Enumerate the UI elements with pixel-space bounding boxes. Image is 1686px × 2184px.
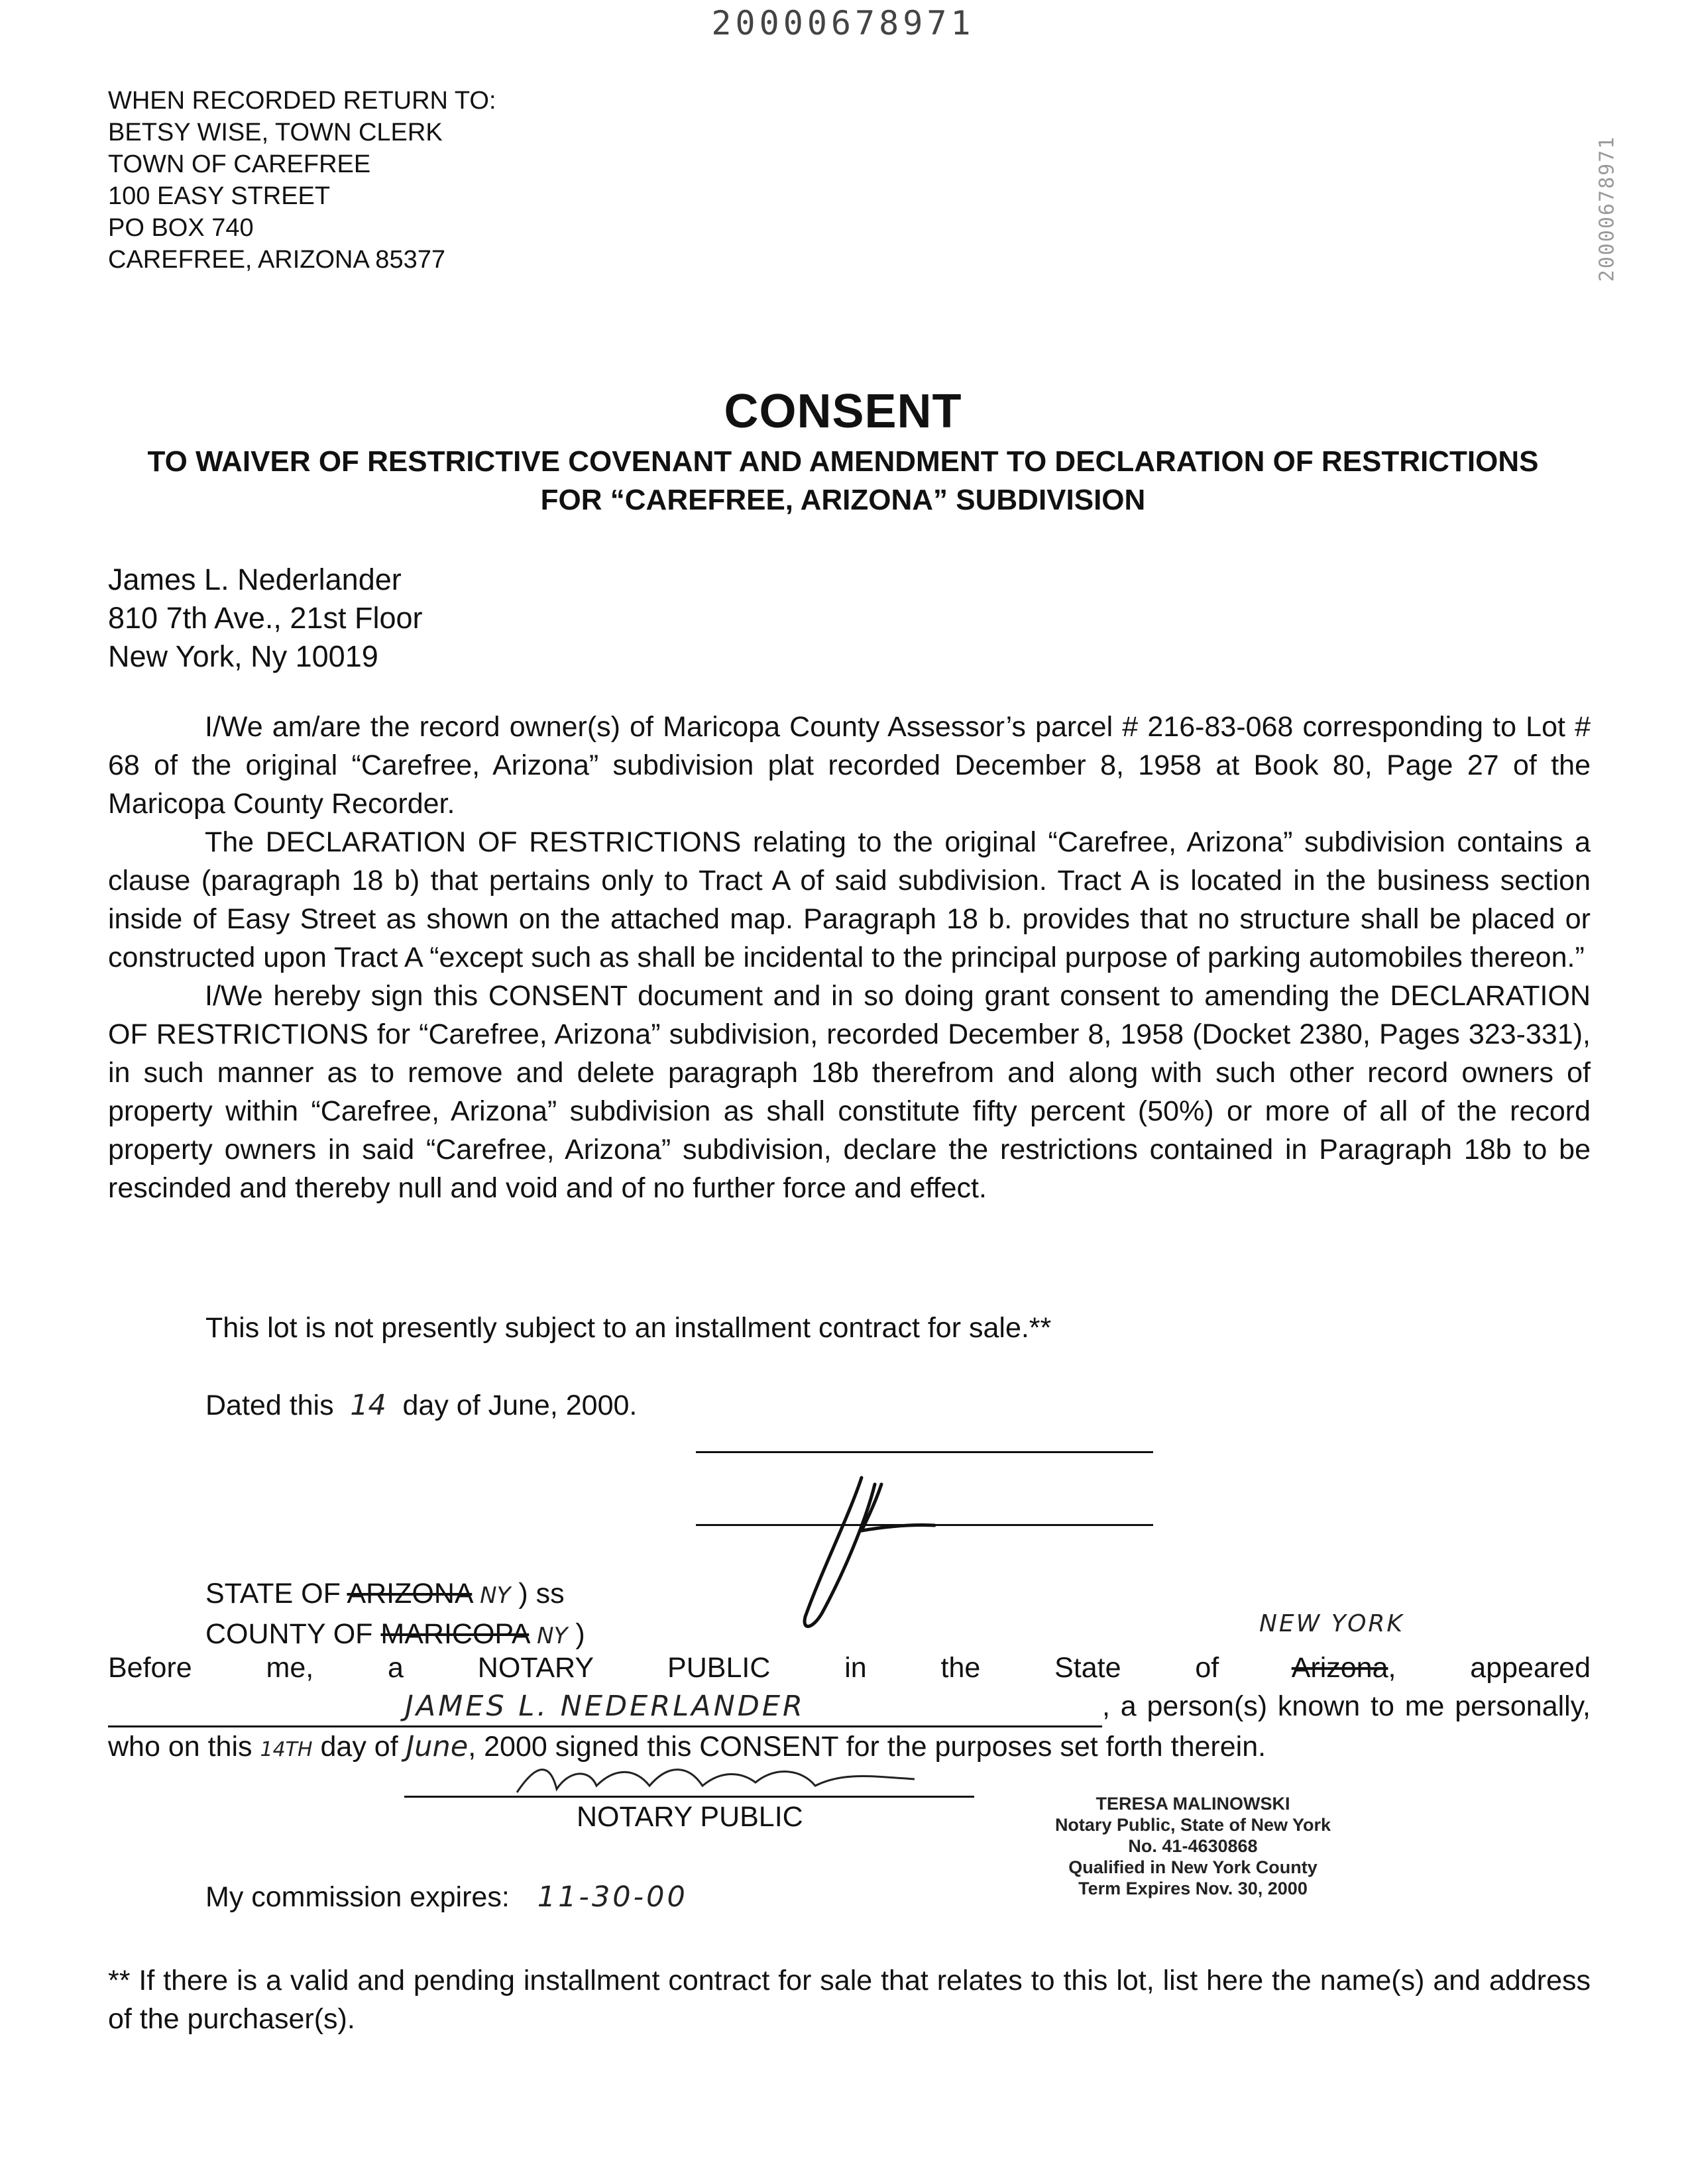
before-state-struck: Arizona xyxy=(1291,1652,1388,1684)
commission-value: 11-30-00 xyxy=(537,1881,688,1914)
dated-line xyxy=(205,1389,637,1422)
return-line: TOWN OF CAREFREE xyxy=(108,150,371,178)
venue-block xyxy=(205,1574,585,1655)
county-struck: MARICOPA xyxy=(380,1618,530,1650)
return-line: PO BOX 740 xyxy=(108,214,254,242)
stamp-line: No. 41-4630868 xyxy=(1128,1836,1258,1856)
notary-signature xyxy=(510,1756,921,1802)
appeared-name: JAMES L. NEDERLANDER xyxy=(108,1687,1102,1727)
return-line: CAREFREE, ARIZONA 85377 xyxy=(108,246,445,274)
side-stamp xyxy=(1588,106,1628,311)
county-label: COUNTY OF xyxy=(205,1618,373,1650)
document-title: CONSENT xyxy=(724,385,962,438)
paragraph-declaration: The DECLARATION OF RESTRICTIONS relating to the original “Carefree, Arizona” subdivision contains a clause (paragraph 18 b) that pertains only to Tract A of said subdivision. Tract A is located in the business section inside of Easy Street as shown on the attached map. Paragraph 18 b. provides that no structure shall be placed or constructed upon Tract A “except such as shall be incidental to the principal purpose of parking automobiles thereon.” xyxy=(108,826,1591,973)
notary-acknowledgment xyxy=(108,1649,1591,1769)
ss-label: ) ss xyxy=(518,1578,565,1610)
before-text-2: , appeared xyxy=(1388,1652,1591,1684)
owner-city: New York, Ny 10019 xyxy=(108,639,378,673)
side-stamp-text: 20000678971 xyxy=(1595,135,1619,282)
state-label: STATE OF xyxy=(205,1578,341,1610)
paragraph-record-owner: I/We am/are the record owner(s) of Maricopa County Assessor’s parcel # 216-83-068 corresponding to Lot # 68 of the original “Carefree, Arizona” subdivision plat recorded December 8, 1958 at Book 80, Page 27 of the Maricopa County Recorder. xyxy=(108,711,1591,820)
before-text-3: , a person(s) known to me personally, who on this xyxy=(108,1690,1591,1763)
paragraph-consent-grant: I/We hereby sign this CONSENT document and in so doing grant consent to amending the DECLARATION OF RESTRICTIONS for “Carefree, Arizona” subdivision, recorded December 8, 1958 (Docket 2380, Pages 323-331), in such manner as to remove and delete paragraph 18b therefrom and along with such other record owners of property within “Carefree, Arizona” subdivision as shall constitute fifty percent (50%) or more of all of the record property owners in said “Carefree, Arizona” subdivision, declare the restrictions contained in Paragraph 18b to be rescinded and thereby null and void and of no further force and effect. xyxy=(108,980,1591,1204)
return-line: 100 EASY STREET xyxy=(108,182,331,210)
state-line xyxy=(205,1574,585,1615)
installment-statement: This lot is not presently subject to an installment contract for sale.** xyxy=(205,1312,1052,1344)
sign-day: 14TH xyxy=(260,1738,313,1761)
before-text-5: , 2000 signed this CONSENT for the purposes set forth therein. xyxy=(468,1731,1266,1763)
stamp-line: Term Expires Nov. 30, 2000 xyxy=(1078,1879,1308,1898)
county-close: ) xyxy=(575,1618,585,1650)
signature-line-top xyxy=(696,1451,1153,1453)
notary-public-label: NOTARY PUBLIC xyxy=(577,1801,803,1833)
notary-stamp xyxy=(1021,1793,1365,1899)
sign-month: June xyxy=(406,1730,469,1763)
owner-name: James L. Nederlander xyxy=(108,563,402,596)
consent-body xyxy=(108,708,1591,1207)
owner-address xyxy=(108,561,422,676)
document-number: 20000678971 xyxy=(711,4,975,42)
state-written: NY xyxy=(480,1582,511,1609)
stamp-line: Qualified in New York County xyxy=(1068,1857,1318,1877)
document-subtitle: TO WAIVER OF RESTRICTIVE COVENANT AND AMENDMENT TO DECLARATION OF RESTRICTIONS FOR “CAREFREE, ARIZONA” SUBDIVISION xyxy=(147,445,1539,516)
footnote: ** If there is a valid and pending installment contract for sale that relates to this lot, list here the name(s) and address of the purchaser(s). xyxy=(108,1965,1591,2035)
dated-prefix: Dated this xyxy=(205,1390,334,1421)
county-written: NY xyxy=(537,1623,568,1649)
stamp-line: Notary Public, State of New York xyxy=(1054,1815,1331,1835)
return-line: WHEN RECORDED RETURN TO: xyxy=(108,87,496,115)
commission-label: My commission expires: xyxy=(205,1881,510,1913)
return-address-block xyxy=(108,85,496,276)
owner-signature xyxy=(749,1464,961,1637)
state-struck: ARIZONA xyxy=(347,1578,473,1610)
stamp-line: TERESA MALINOWSKI xyxy=(1096,1794,1290,1814)
state-handwritten-above: NEW YORK xyxy=(1259,1610,1405,1637)
dated-suffix: day of June, 2000. xyxy=(402,1390,638,1421)
return-line: BETSY WISE, TOWN CLERK xyxy=(108,119,443,146)
dated-day: 14 xyxy=(350,1389,386,1422)
before-text-4: day of xyxy=(320,1731,398,1763)
owner-street: 810 7th Ave., 21st Floor xyxy=(108,601,423,635)
before-text-1: Before me, a NOTARY PUBLIC in the State of xyxy=(108,1652,1219,1684)
commission-line xyxy=(205,1881,688,1914)
